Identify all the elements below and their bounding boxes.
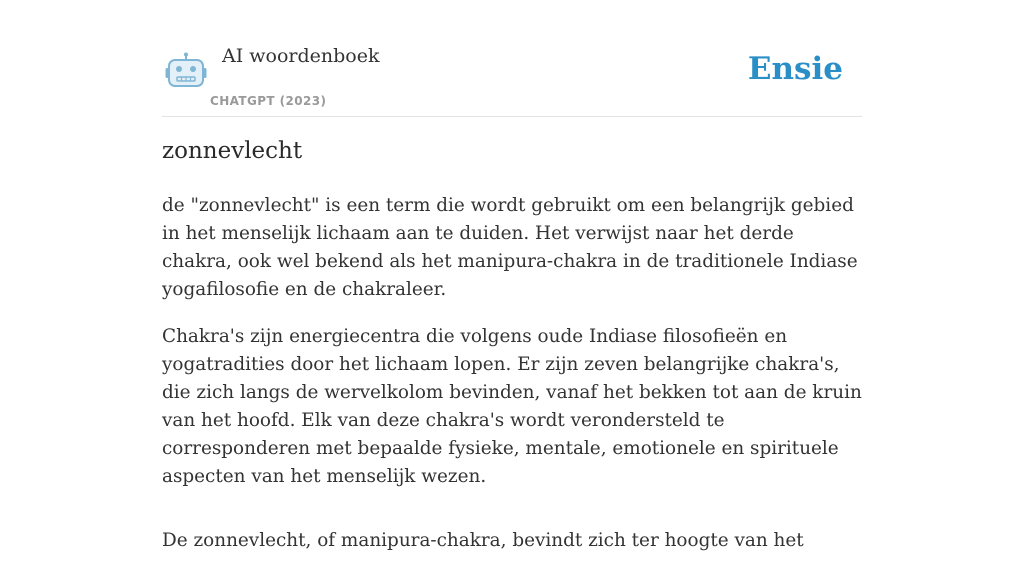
entry-body (162, 192, 862, 574)
source-title[interactable]: AI woordenboek (222, 45, 380, 67)
source-subtitle: CHATGPT (2023) (210, 94, 327, 108)
entry-paragraph: De zonnevlecht, of manipura-chakra, bevindt zich ter hoogte van het (162, 530, 804, 551)
entry-term: zonnevlecht (162, 138, 303, 164)
entry-paragraph: de "zonnevlecht" is een term die wordt gebruikt om een belangrijk gebied in het menselijk lichaam aan te duiden. Het verwijst naar het derde chakra, ook wel bekend als het manipura-chakra in de traditionele Indiase yogafilosofie en de chakraleer. (162, 195, 858, 300)
brand-logo[interactable]: Ensie (747, 51, 843, 87)
entry-header (162, 40, 862, 117)
robot-icon (165, 52, 207, 90)
entry-paragraph: Chakra's zijn energiecentra die volgens oude Indiase filosofieën en yogatradities door het lichaam lopen. Er zijn zeven belangrijke chakra's, die zich langs de wervelkolom bevinden, vanaf het bekken tot aan de kruin van het hoofd. Elk van deze chakra's wordt verondersteld te corresponderen met bepaalde fysieke, mentale, emotionele en spirituele aspecten van het menselijk wezen. (162, 326, 862, 487)
